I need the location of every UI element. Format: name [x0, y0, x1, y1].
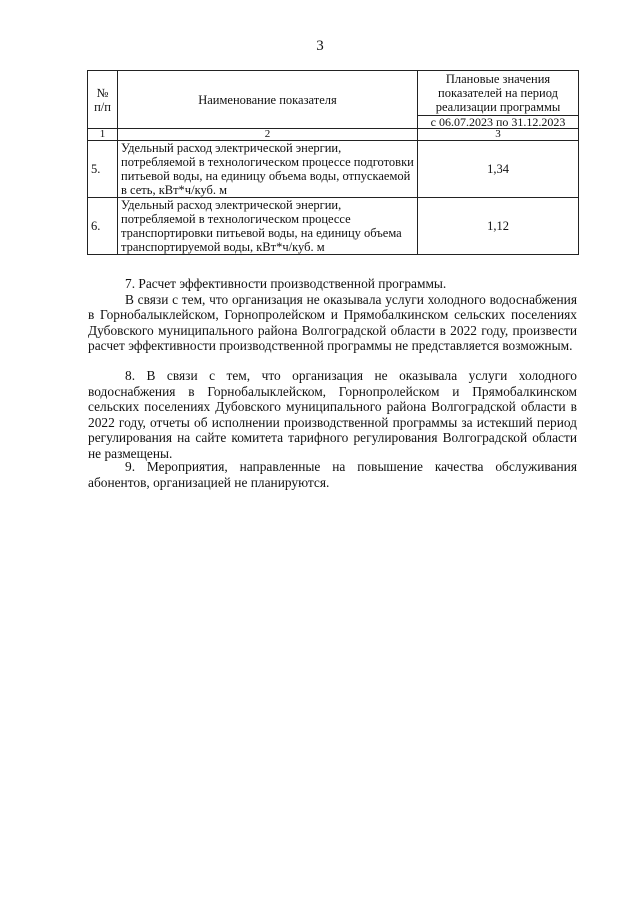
header-period: с 06.07.2023 по 31.12.2023: [418, 116, 579, 129]
table-index-row: [88, 129, 579, 141]
section-7-title: 7. Расчет эффективности производственной программы.: [125, 276, 447, 291]
header-plan: Плановые значения показателей на период реализации программы: [418, 71, 579, 116]
table-row: [88, 198, 579, 255]
row-name: Удельный расход электрической энергии, потребляемой в технологическом процессе подготовки питьевой воды, на единицу объема воды, отпускаемой в сеть, кВт*ч/куб. м: [118, 141, 418, 198]
header-name: Наименование показателя: [118, 71, 418, 129]
column-index-3: 3: [418, 129, 579, 141]
section-9: [88, 459, 577, 490]
table-row: [88, 141, 579, 198]
column-index-2: 2: [118, 129, 418, 141]
indicators-table: [87, 70, 579, 255]
row-value: 1,12: [418, 198, 579, 255]
section-7: [88, 276, 577, 354]
row-num: 6.: [88, 198, 118, 255]
section-8: [88, 368, 577, 462]
section-7-text: В связи с тем, что организация не оказывала услуги холодного водоснабжения в Горнобалыклейском, Горнопролейском и Прямобалкинском сельских поселениях Дубовского муниципального района Волгоградской области в 2022 году, произвести расчет эффективности производственной программы не представляется возможным.: [88, 291, 577, 354]
page-number: 3: [316, 38, 324, 54]
row-name: Удельный расход электрической энергии, потребляемой в технологическом процессе транспортировки питьевой воды, на единицу объема транспортируемой воды, кВт*ч/куб. м: [118, 198, 418, 255]
section-8-text: 8. В связи с тем, что организация не оказывала услуги холодного водоснабжения в Горнобалыклейском, Горнопролейском и Прямобалкинском сельских поселениях Дубовского муниципального района Волгоградской области в 2022 году, отчеты об исполнении производственной программы за истекший период регулирования на сайте комитета тарифного регулирования Волгоградской области не размещены.: [88, 368, 577, 461]
row-value: 1,34: [418, 141, 579, 198]
row-num: 5.: [88, 141, 118, 198]
section-9-text: 9. Мероприятия, направленные на повышение качества обслуживания абонентов, организацией не планируются.: [88, 459, 577, 490]
table-header-row: [88, 71, 579, 116]
column-index-1: 1: [88, 129, 118, 141]
header-num: № п/п: [88, 71, 118, 129]
